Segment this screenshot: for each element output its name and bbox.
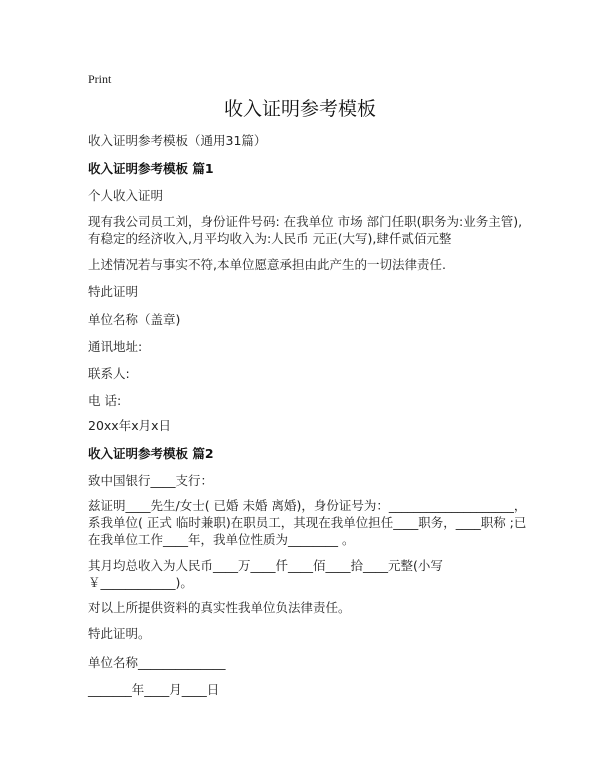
- section2-heading: 收入证明参考模板 篇2: [88, 446, 214, 461]
- print-link[interactable]: Print: [88, 72, 112, 86]
- paragraph: 对以上所提供资料的真实性我单位负法律责任。: [88, 600, 351, 615]
- paragraph: 联系人:: [88, 366, 130, 381]
- paragraph: 现有我公司员工刘，身份证件号码: 在我单位 市场 部门任职(职务为:业务主管), 有稳定的经济收入,月平均收入为:人民币 元正(大写),肆仟贰佰元整: [88, 214, 527, 246]
- paragraph: 电 话:: [88, 393, 122, 408]
- paragraph: 个人收入证明: [88, 188, 164, 203]
- page-title: 收入证明参考模板: [223, 98, 376, 120]
- subtitle: 收入证明参考模板（通用31篇）: [88, 133, 267, 148]
- paragraph: 上述情况若与事实不符,本单位愿意承担由此产生的一切法律责任.: [88, 257, 446, 272]
- paragraph: 通讯地址:: [88, 339, 143, 354]
- paragraph: 单位名称______________: [88, 655, 226, 670]
- paragraph: 特此证明。: [88, 626, 151, 641]
- paragraph: 致中国银行____支行：: [88, 473, 214, 488]
- paragraph: 特此证明: [88, 284, 139, 299]
- paragraph: 20xx年x月x日: [88, 418, 171, 433]
- paragraph: _______年____月____日: [88, 682, 220, 697]
- section1-heading: 收入证明参考模板 篇1: [88, 161, 214, 176]
- paragraph: 兹证明____先生/女士( 已婚 未婚 离婚)，身份证号为：____________________，系我单位( 正式 临时兼职)在职员工，其现在我单位担任____职务，____职称 ;已在我单位工作____年，我单位性质为________ 。: [88, 498, 527, 547]
- paragraph: 其月均总收入为人民币____万____仟____佰____拾____元整(小写￥____________)。: [88, 558, 443, 590]
- paragraph: 单位名称（盖章): [88, 312, 181, 327]
